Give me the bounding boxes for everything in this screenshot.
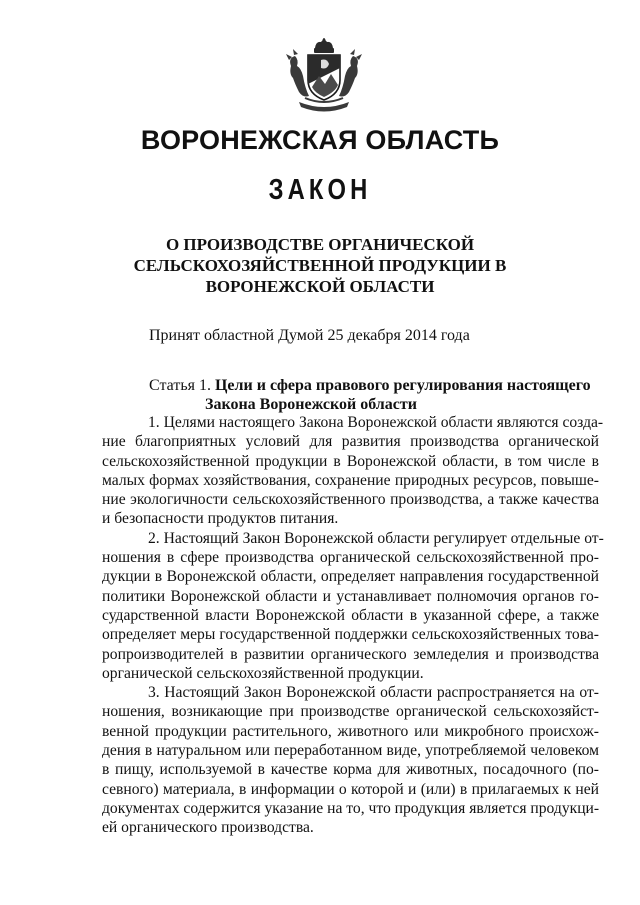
text-line: ние экологичности сельскохозяйственного производства, а также качества: [102, 491, 599, 509]
text-line: 3. Настоящий Закон Воронежской области распространяется на от-: [148, 684, 599, 702]
text-line: сельскохозяйственной продукции в Воронежской области, в том числе в: [102, 452, 599, 470]
law-title-line: СЕЛЬСКОХОЗЯЙСТВЕННОЙ ПРОДУКЦИИ В: [133, 256, 507, 275]
text-line: ношения, возникающие при производстве органической сельскохозяйст-: [102, 703, 599, 721]
article-body: [102, 413, 604, 838]
text-line: дения в натуральном или переработанном виде, употребляемой человеком: [102, 742, 599, 760]
text-line: севного) материала, в информации о которой и (или) в прилагаемых к ней: [102, 780, 599, 798]
text-line: в пищу, используемой в качестве корма для животных, посадочного (по-: [102, 761, 599, 779]
text-line: и безопасности продуктов питания.: [102, 510, 339, 528]
article-title: Цели и сфера правового регулирования настоящего: [214, 377, 591, 394]
text-line: политики Воронежской области и устанавливает полномочия органов го-: [102, 587, 599, 605]
text-line: сударственной власти Воронежской области в указанной сфере, а также: [102, 606, 599, 624]
law-title-line: ВОРОНЕЖСКОЙ ОБЛАСТИ: [205, 277, 435, 296]
text-line: малых формах хозяйствования, сохранение природных ресурсов, повыше-: [102, 471, 599, 489]
text-line: 1. Целями настоящего Закона Воронежской области являются созда-: [148, 414, 604, 431]
text-line: дукции в Воронежской области, определяет направления государственной: [102, 568, 599, 586]
region-title: ВОРОНЕЖСКАЯ ОБЛАСТЬ: [140, 125, 500, 155]
text-line: документах содержится указание на то, что продукция является продукци-: [102, 799, 600, 817]
article-number: Статья 1.: [149, 377, 211, 394]
paragraph: [102, 529, 604, 683]
text-line: ропроизводителей в развитии органического земледелия и производства: [102, 645, 599, 663]
paragraph: [102, 413, 604, 529]
adoption-date: Принят областной Думой 25 декабря 2014 года: [149, 327, 470, 344]
text-line: ние благоприятных условий для развития производства органической: [102, 433, 599, 451]
article-title-continued: Закона Воронежской области: [205, 396, 417, 413]
document-type: ЗАКОН: [268, 174, 372, 206]
text-line: ей органического производства.: [102, 819, 314, 837]
law-title: [0, 234, 640, 297]
text-line: органической сельскохозяйственной продукции.: [102, 664, 424, 682]
text-line: ношения в сфере производства органической сельскохозяйственной про-: [102, 549, 599, 567]
law-title-line: О ПРОИЗВОДСТВЕ ОРГАНИЧЕСКОЙ: [165, 235, 475, 254]
text-line: определяет меры государственной поддержки сельскохозяйственных това-: [102, 626, 599, 644]
article-heading: [149, 376, 599, 414]
text-line: венной продукции растительного, животного или микробного происхож-: [102, 722, 599, 740]
text-line: 2. Настоящий Закон Воронежской области регулирует отдельные от-: [148, 529, 604, 547]
paragraph: [102, 683, 599, 837]
voronezh-coat-of-arms-icon: [285, 38, 363, 114]
